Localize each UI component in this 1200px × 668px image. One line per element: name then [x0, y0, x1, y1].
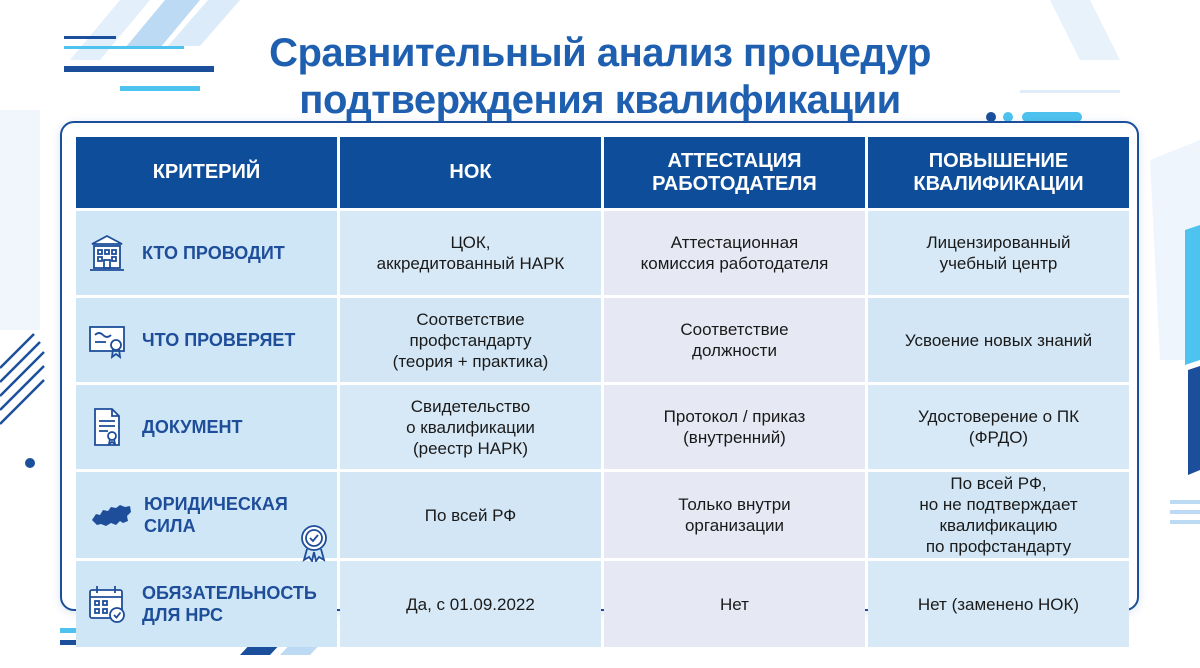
header-criterion: КРИТЕРИЙ — [76, 137, 337, 208]
criterion-cell — [76, 298, 337, 382]
criterion-label: ОБЯЗАТЕЛЬНОСТЬ ДЛЯ НРС — [142, 583, 317, 625]
criterion-cell — [76, 561, 337, 647]
header-training: ПОВЫШЕНИЕ КВАЛИФИКАЦИИ — [868, 137, 1129, 208]
page-title — [0, 30, 1200, 124]
criterion-cell — [76, 211, 337, 295]
quality-seal-icon — [297, 522, 331, 562]
calendar-check-icon — [86, 583, 128, 625]
nok-cell: ЦОК, аккредитованный НАРК — [340, 211, 601, 295]
nok-cell: Да, с 01.09.2022 — [340, 561, 601, 647]
training-cell: Лицензированный учебный центр — [868, 211, 1129, 295]
attestation-cell: Нет — [604, 561, 865, 647]
attestation-cell: Аттестационная комиссия работодателя — [604, 211, 865, 295]
training-cell: По всей РФ, но не подтверждает квалификацию по профстандарту — [868, 472, 1129, 558]
nok-cell: По всей РФ — [340, 472, 601, 558]
title-line-1: Сравнительный анализ процедур — [269, 31, 931, 75]
criterion-label: ЮРИДИЧЕСКАЯ СИЛА — [144, 494, 288, 536]
nok-cell: Свидетельство о квалификации (реестр НАРК) — [340, 385, 601, 469]
table-row — [76, 298, 1129, 382]
certificate-icon — [86, 319, 128, 361]
criterion-label: ЧТО ПРОВЕРЯЕТ — [142, 330, 296, 350]
nok-cell: Соответствие профстандарту (теория + практика) — [340, 298, 601, 382]
title-line-2: подтверждения квалификации — [299, 78, 901, 122]
attestation-cell: Только внутри организации — [604, 472, 865, 558]
attestation-cell: Протокол / приказ (внутренний) — [604, 385, 865, 469]
header-attestation: АТТЕСТАЦИЯ РАБОТОДАТЕЛЯ — [604, 137, 865, 208]
russia-map-icon — [86, 494, 136, 536]
training-cell: Удостоверение о ПК (ФРДО) — [868, 385, 1129, 469]
training-cell: Усвоение новых знаний — [868, 298, 1129, 382]
criterion-cell — [76, 472, 337, 558]
comparison-table — [73, 134, 1132, 650]
table-row — [76, 211, 1129, 295]
header-nok: НОК — [340, 137, 601, 208]
table-row — [76, 561, 1129, 647]
building-icon — [86, 232, 128, 274]
training-cell: Нет (заменено НОК) — [868, 561, 1129, 647]
table-row — [76, 385, 1129, 469]
attestation-cell: Соответствие должности — [604, 298, 865, 382]
criterion-cell — [76, 385, 337, 469]
criterion-label: ДОКУМЕНТ — [142, 417, 243, 437]
criterion-label: КТО ПРОВОДИТ — [142, 243, 285, 263]
table-row — [76, 472, 1129, 558]
document-icon — [86, 406, 128, 448]
